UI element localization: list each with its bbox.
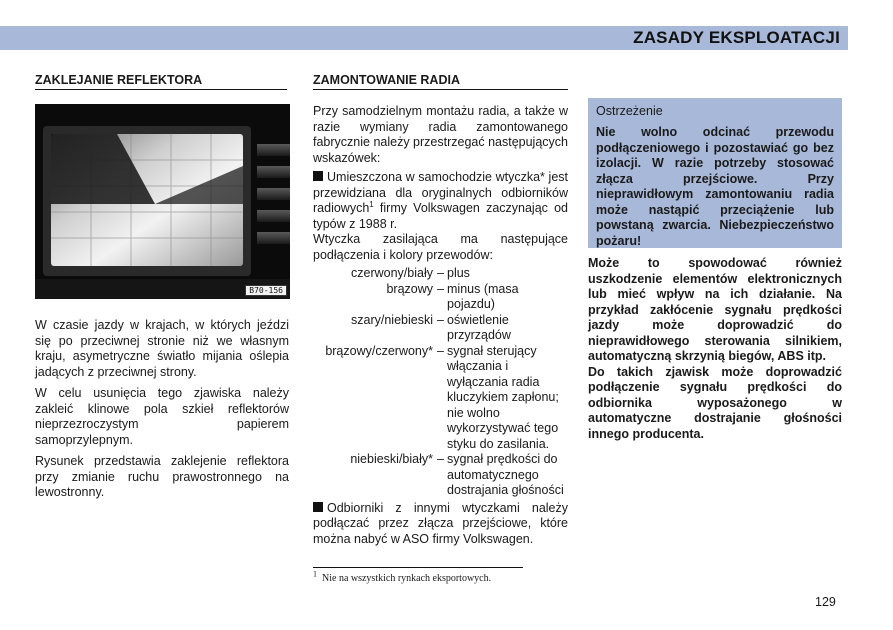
wire-dash: – xyxy=(437,266,444,280)
bullet-text: Umieszczona w samochodzie wtyczka* jest przewidziana dla oryginalnych odbiorników radiowych xyxy=(313,170,568,215)
wire-function: sygnał prędkości do automatycznego dostrajania głośności xyxy=(447,452,564,497)
wire-color: niebieski/biały* xyxy=(350,452,433,466)
headlight-instructions xyxy=(35,318,289,507)
radio-instructions xyxy=(313,104,568,547)
paragraph: Do takich zjawisk może doprowadzić podłączenie sygnału prędkości do odbiornika wyposażonego w automatyczne dostrajanie głośności innego producenta. xyxy=(588,364,842,441)
bullet-square-icon xyxy=(313,171,323,181)
bullet-square-icon xyxy=(313,502,323,512)
warning-title: Ostrzeżenie xyxy=(596,104,663,118)
wire-function: minus (masa pojazdu) xyxy=(447,281,519,311)
wire-color: brązowy xyxy=(386,281,433,296)
wire-color: czerwony/biały xyxy=(351,266,433,280)
wire-function: plus xyxy=(447,266,470,280)
paragraph: Rysunek przedstawia zaklejenie reflektora przy zmianie ruchu prawostronnego na lewostronny. xyxy=(35,454,289,499)
table-row xyxy=(313,282,568,313)
headlight-illustration xyxy=(35,104,290,299)
footnote-mark: 1 xyxy=(313,569,317,579)
bullet-paragraph xyxy=(313,170,568,232)
footnote-divider xyxy=(313,567,523,568)
connector-intro: Wtyczka zasilająca ma następujące podłączenia i kolory przewodów: xyxy=(313,232,568,262)
headlight-photo xyxy=(35,104,290,299)
wire-dash: – xyxy=(437,312,444,327)
wire-color: szary/niebieski xyxy=(351,312,433,327)
page-number: 129 xyxy=(815,595,836,609)
table-row xyxy=(313,452,568,499)
footnote-ref: 1 xyxy=(369,199,374,209)
wire-function: oświetlenie przyrządów xyxy=(447,312,511,342)
paragraph: W czasie jazdy w krajach, w których jeździ się po przeciwnej stronie niż we własnym kraju, asymetryczne światło mijania oślepia jadących z przeciwnej strony. xyxy=(35,318,289,379)
radio-section-title: ZAMONTOWANIE RADIA xyxy=(313,73,568,90)
figure-code-label: B70-156 xyxy=(245,285,287,296)
wire-dash: – xyxy=(437,281,444,296)
paragraph: Może to spowodować również uszkodzenie elementów elektronicznych lub mieć wpływ na ich działanie. Na przykład zakłócenie sygnału prędkości jazdy może doprowadzić do nieprawidłowego sterowania silnikiem, automatyczną skrzynią biegów, ABS itp. xyxy=(588,256,842,363)
table-row xyxy=(313,313,568,344)
wire-dash: – xyxy=(437,343,444,358)
warning-text: Nie wolno odcinać przewodu podłączeniowego i pozostawiać go bez izolacji. W razie potrzeby stosować złącza przejściowe. Przy nieprawidłowym zamontowaniu radia może nastąpić przeciążenie lub powstaną zwarcia. Niebezpieczeństwo pożaru! xyxy=(596,125,834,248)
wire-dash: – xyxy=(437,452,444,466)
paragraph: W celu usunięcia tego zjawiska należy zakleić klinowe pola szkieł reflektorów nieprzezroczystym papierem samoprzylepnym. xyxy=(35,386,289,447)
warning-explanation xyxy=(588,256,842,442)
bullet-paragraph xyxy=(313,501,568,548)
section-header-bar xyxy=(0,26,848,50)
wire-function: sygnał sterujący włączania i wyłączania radia kluczykiem zapłonu; nie wolno wykorzystywać tego styku do zasilania. xyxy=(447,343,559,451)
bullet-text: Odbiorniki z innymi wtyczkami należy podłączać przez złącza przejściowe, które można nabyć w ASO firmy Volkswagen. xyxy=(313,500,568,546)
footnote-text: Nie na wszystkich rynkach eksportowych. xyxy=(322,573,492,584)
headlight-section-title: ZAKLEJANIE REFLEKTORA xyxy=(35,73,287,90)
wire-color: brązowy/czerwony* xyxy=(325,343,433,358)
warning-box xyxy=(588,98,842,248)
footnote xyxy=(313,569,573,584)
intro-paragraph: Przy samodzielnym montażu radia, a także w razie wymiany radia zamontowanego fabrycznie należy przestrzegać następujących wskazówek: xyxy=(313,104,568,165)
bullet-text-tail: firmy Volkswagen zaczynając od typów z 1988 r. xyxy=(313,201,568,231)
table-row xyxy=(313,266,568,282)
wire-color-table xyxy=(313,266,568,499)
table-row xyxy=(313,344,568,453)
section-title: ZASADY EKSPLOATACJI xyxy=(633,28,840,47)
